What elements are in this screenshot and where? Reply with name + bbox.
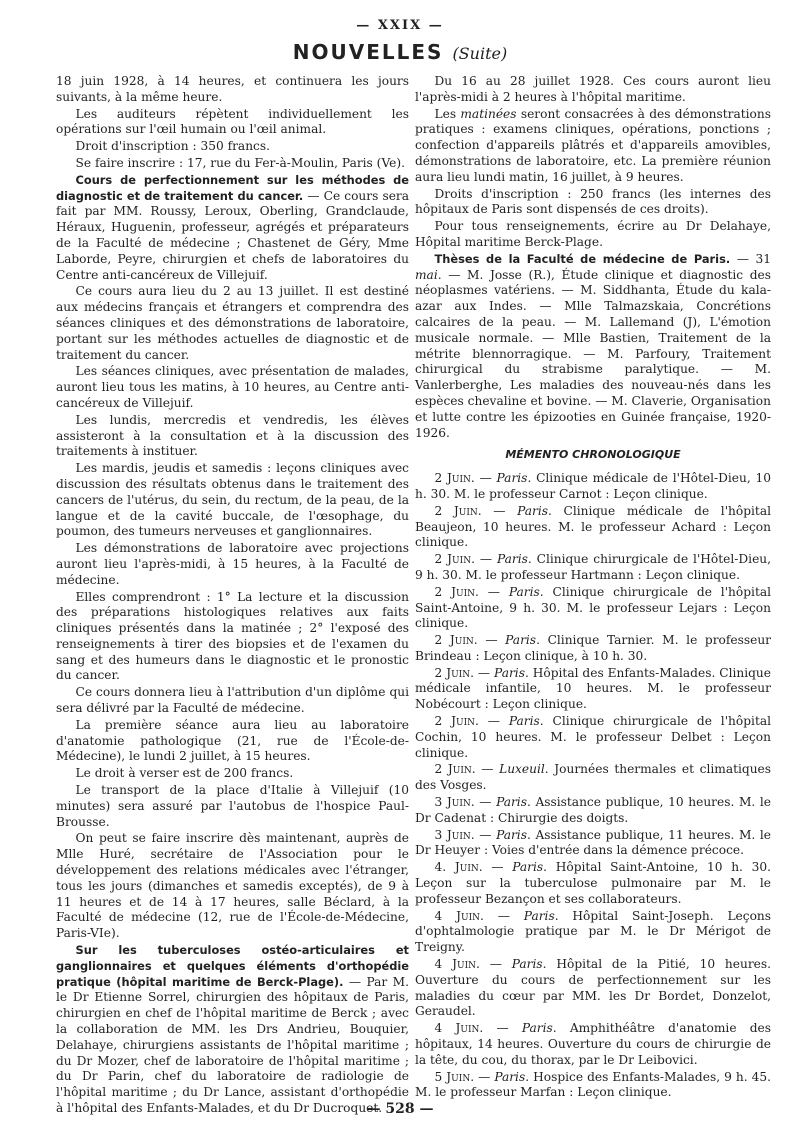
memento-place: Paris bbox=[512, 860, 544, 875]
memento-entry bbox=[415, 471, 771, 503]
heading-tuberculosis-course: Sur les tuberculoses ostéo-articulaires et ganglionnaires et quelques éléments d'orthopédie pratique (hôpital maritime de Berck-Plage). bbox=[56, 943, 409, 989]
memento-text: . Clinique Tarnier. M. le professeur Brindeau : Leçon clinique, à 10 h. 30. bbox=[415, 633, 771, 663]
memento-text: . Hôpital Saint-Antoine, 10 h. 30. Leçon sur la tuberculose pulmonaire par M. le professeur Bezançon et ses collaborateurs. bbox=[415, 860, 772, 906]
memento-place: Paris bbox=[494, 1069, 526, 1084]
paragraph: Ce cours aura lieu du 2 au 13 juillet. Il est destiné aux médecins français et étrangers et comprendra des séances cliniques et des démonstrations de laboratoire, portant sur les méthodes actuelles de diagnostic et de traitement du cancer. bbox=[56, 284, 409, 362]
paragraph: La première séance aura lieu au laboratoire d'anatomie pathologique (21, rue de l'École-de-Médecine), le lundi 2 juillet, à 15 heures. bbox=[56, 717, 409, 764]
paragraph-course-cancer bbox=[56, 173, 409, 284]
memento-text: . Hôpital de la Pitié, 10 heures. Ouverture du cours de perfectionnement sur les maladies du cœur par MM. les Dr Bordet, Donzelot, Geraudel. bbox=[415, 957, 772, 1019]
memento-text: . Hospice des Enfants-Malades, 9 h. 45. M. le professeur Marfan : Leçon clinique. bbox=[415, 1069, 772, 1100]
memento-place: Paris bbox=[511, 957, 543, 972]
memento-entry bbox=[415, 860, 771, 907]
memento-place: Paris bbox=[505, 633, 537, 648]
memento-place: Paris bbox=[496, 471, 528, 486]
memento-dash: — bbox=[474, 827, 497, 842]
paragraph: Le droit à verser est de 200 francs. bbox=[75, 766, 294, 781]
memento-entry bbox=[415, 1021, 771, 1068]
memento-dash: — bbox=[478, 584, 509, 599]
paragraph: Droits d'inscription : 250 francs (les internes des hôpitaux de Paris sont dispensés de ces droits). bbox=[415, 186, 771, 217]
paragraph-theses bbox=[415, 252, 771, 442]
paragraph bbox=[415, 107, 771, 186]
memento-entry bbox=[415, 666, 771, 713]
paragraph: Les séances cliniques, avec présentation de malades, auront lieu tous les matins, à 10 heures, au Centre anti-cancéreux de Villejuif. bbox=[56, 364, 409, 410]
memento-date: 4. Juin. bbox=[434, 860, 483, 875]
paragraph: Les lundis, mercredis et vendredis, les élèves assisteront à la consultation et à la discussion des traitements à instituer. bbox=[56, 412, 409, 459]
memento-text: . Assistance publique, 10 heures. M. le Dr Cadenat : Chirurgie des doigts. bbox=[415, 795, 772, 825]
memento-date: 2 Juin. bbox=[434, 762, 476, 777]
memento-text: . Clinique médicale de l'hôpital Beaujeon, 10 heures. M. le professeur Achard : Leçon clinique. bbox=[415, 503, 771, 550]
memento-dash: — bbox=[479, 957, 512, 972]
memento-entry bbox=[415, 714, 771, 761]
memento-date: 2 Juin. bbox=[434, 552, 475, 567]
paragraph: Du 16 au 28 juillet 1928. Ces cours auront lieu l'après-midi à 2 heures à l'hôpital maritime. bbox=[415, 74, 771, 104]
memento-place: Paris bbox=[521, 1021, 553, 1036]
memento-date: 2 Juin. bbox=[434, 503, 482, 518]
memento-text: . Amphithéâtre d'anatomie des hôpitaux, 14 heures. Ouverture du cours de chirurgie de la tête, du cou, du thorax, par le Dr Leibovici. bbox=[415, 1021, 771, 1067]
memento-place: Paris bbox=[496, 827, 527, 842]
paragraph-text: . — M. Josse (R.), Étude clinique et diagnostic des néoplasmes vatériens. — M. Siddhanta, Étude du kala-azar aux Indes. — Mlle Talmazskaia, Concrétions calcaires de la peau. — M. Lallemand (J), L'émotion musicale normale. — Mlle Bastien, Traitement de la métrite blennorragique. — M. Parfoury, Traitement chirurgical du strabisme paralytique. — M. Vanlerberghe, Les maladies des nouveau-nés dans les espèces chevaline et bovine. — M. Claverie, Organisation et lutte contre les épizooties en Guinée française, 1920-1926. bbox=[415, 267, 771, 440]
memento-text: . Clinique chirurgicale de l'hôpital Saint-Antoine, 9 h. 30. M. le professeur Lejars : Leçon clinique. bbox=[415, 584, 772, 631]
memento-entry bbox=[415, 762, 771, 794]
paragraph-text: seront consacrées à des démonstrations pratiques : examens cliniques, opérations, ponctions ; confection d'appareils plâtrés et d'appareils amovibles, démonstrations de laboratoire, etc. La première réunion aura lieu lundi matin, 16 juillet, à 9 heures. bbox=[415, 106, 771, 184]
memento-date: 4 Juin. bbox=[434, 957, 480, 972]
memento-dash: — bbox=[474, 552, 497, 567]
heading-cancer-course: Cours de perfectionnement sur les méthodes de diagnostic et de traitement du cancer. bbox=[56, 172, 409, 203]
memento-dash: — bbox=[475, 762, 500, 777]
memento-place: Paris bbox=[508, 714, 540, 729]
paragraph-text: Les bbox=[434, 106, 461, 121]
memento-text: . Journées thermales et climatiques des Vosges. bbox=[415, 762, 772, 793]
memento-date: 3 Juin. bbox=[434, 827, 475, 842]
left-column bbox=[56, 74, 409, 1118]
paragraph: Droit d'inscription : 350 francs. bbox=[75, 139, 271, 154]
memento-text: . Clinique médicale de l'Hôtel-Dieu, 10 h. 30. M. le professeur Carnot : Leçon clinique. bbox=[415, 471, 771, 501]
paragraph: Pour tous renseignements, écrire au Dr Delahaye, Hôpital maritime Berck-Plage. bbox=[415, 219, 771, 249]
page-number: — 528 — bbox=[366, 1101, 434, 1117]
paragraph: Les mardis, jeudis et samedis : leçons cliniques avec discussion des résultats obtenus dans le traitement des cancers de l'utérus, du sein, du rectum, de la peau, de la langue et de la cavité buccale, de l'œsophage, du poumon, des tumeurs nerveuses et ganglionnaires. bbox=[56, 461, 409, 539]
paragraph: Elles comprendront : 1° La lecture et la discussion des préparations histologiques relatives aux faits cliniques présentés dans la matinée ; 2° l'exposé des renseignements à tirer des biopsies et de l'examen du sang et des humeurs dans le diagnostic et le pronostic du cancer. bbox=[56, 589, 409, 683]
memento-date: 2 Juin. bbox=[434, 584, 479, 599]
paragraph: Le transport de la place d'Italie à Villejuif (10 minutes) sera assuré par l'autobus de l'hospice Paul-Brousse. bbox=[56, 783, 409, 829]
paragraph: Les démonstrations de laboratoire avec projections auront lieu l'après-midi, à 15 heures, à la Faculté de médecine. bbox=[56, 541, 409, 587]
memento-heading: MÉMENTO CHRONOLOGIQUE bbox=[505, 448, 681, 462]
memento-dash: — bbox=[474, 1069, 495, 1084]
paragraph: 18 juin 1928, à 14 heures, et continuera les jours suivants, à la même heure. bbox=[56, 74, 409, 104]
memento-date: 2 Juin. bbox=[434, 471, 475, 486]
memento-date: 5 Juin. bbox=[434, 1069, 475, 1084]
memento-dash: — bbox=[474, 471, 497, 486]
heading-theses: Thèses de la Faculté de médecine de Paris. bbox=[434, 251, 731, 266]
memento-text: . Clinique chirurgicale de l'hôpital Cochin, 10 heures. M. le professeur Delbet : Leçon clinique. bbox=[415, 714, 772, 760]
paragraph: On peut se faire inscrire dès maintenant, auprès de Mlle Huré, secrétaire de l'Association pour le développement des relations médicales avec l'étranger, tous les jours (dimanches et samedis exceptés), de 9 à 11 heures et de 14 à 17 heures, salle Béclard, à la Faculté de médecine (12, rue de l'École-de-Médecine, Paris-VIe). bbox=[56, 831, 409, 941]
paragraph-text: — Par M. le Dr Etienne Sorrel, chirurgien des hôpitaux de Paris, chirurgien en chef de l'hôpital maritime de Berck ; avec la collaboration de MM. les Drs Andrieu, Bouquier, Delahaye, chirurgiens assistants de l'hôpital maritime ; du Dr Mozer, chef de laboratoire de l'hôpital maritime ; du Dr Parin, chef du laboratoire de radiologie de l'hôpital maritime ; du Dr Lance, assistant d'orthopédie à l'hôpital des Enfants-Malades, et du Dr Ducroquet. bbox=[56, 974, 409, 1115]
section-title-text: NOUVELLES bbox=[292, 40, 444, 64]
memento-entry bbox=[415, 1070, 771, 1102]
paragraph: Les auditeurs répètent individuellement les opérations sur l'œil humain ou l'œil animal. bbox=[56, 106, 409, 137]
memento-date: 2 Juin. bbox=[434, 633, 478, 648]
memento-entry bbox=[415, 552, 771, 584]
memento-place: Paris bbox=[523, 908, 555, 923]
memento-place: Paris bbox=[508, 584, 540, 599]
memento-dash: — bbox=[478, 714, 509, 729]
memento-date: 4 Juin. bbox=[434, 908, 484, 923]
page-roman-numeral: — XXIX — bbox=[356, 18, 444, 33]
memento-date: 2 Juin. bbox=[434, 665, 474, 680]
memento-text: . Clinique chirurgicale de l'Hôtel-Dieu, 9 h. 30. M. le professeur Hartmann : Leçon clinique. bbox=[415, 552, 772, 582]
memento-dash: — bbox=[482, 860, 513, 875]
memento-dash: — bbox=[483, 908, 524, 923]
memento-place: Luxeuil bbox=[499, 762, 545, 777]
memento-dash: — bbox=[473, 665, 495, 680]
memento-entry bbox=[415, 957, 771, 1020]
paragraph-text: — Ce cours sera fait par MM. Roussy, Leroux, Oberling, Grandclaude, Héraux, Huguenin, professeur, agrégés et préparateurs de la Faculté de médecine ; Chastenet de Géry, Mme Laborde, Peyre, chirurgien et chefs de laboratoires du Centre anti-cancéreux de Villejuif. bbox=[56, 188, 410, 282]
memento-place: Paris bbox=[496, 795, 527, 810]
emphasis: mai bbox=[415, 267, 438, 282]
emphasis: matinées bbox=[460, 106, 517, 121]
memento-text: . Hôpital Saint-Joseph. Leçons d'ophtalmologie pratique par M. le Dr Mérigot de Treigny. bbox=[415, 908, 772, 955]
memento-dash: — bbox=[483, 1021, 522, 1036]
memento-text: . Assistance publique, 11 heures. M. le Dr Heuyer : Voies d'entrée dans la démence précoce. bbox=[415, 827, 772, 858]
memento-entry bbox=[415, 585, 771, 632]
memento-entry bbox=[415, 828, 771, 860]
paragraph-tuberculosis-course bbox=[56, 943, 409, 1117]
memento-entry bbox=[415, 795, 771, 827]
section-title-suffix: (Suite) bbox=[452, 44, 508, 63]
memento-place: Paris bbox=[496, 552, 528, 567]
memento-dash: — bbox=[477, 633, 506, 648]
memento-date: 4 Juin. bbox=[434, 1021, 484, 1036]
right-column bbox=[415, 74, 771, 1102]
section-title bbox=[0, 40, 800, 64]
memento-date: 2 Juin. bbox=[434, 714, 479, 729]
paragraph: Ce cours donnera lieu à l'attribution d'un diplôme qui sera délivré par la Faculté de médecine. bbox=[56, 685, 409, 716]
paragraph: Se faire inscrire : 17, rue du Fer-à-Moulin, Paris (Ve). bbox=[75, 155, 405, 170]
memento-text: . Hôpital des Enfants-Malades. Clinique médicale infantile, 10 heures. M. le professeur Nobécourt : Leçon clinique. bbox=[415, 665, 771, 712]
memento-entry bbox=[415, 633, 771, 665]
memento-dash: — bbox=[474, 795, 497, 810]
memento-entry bbox=[415, 504, 771, 551]
memento-dash: — bbox=[481, 503, 518, 518]
paragraph-text: — 31 bbox=[730, 251, 772, 266]
memento-place: Paris bbox=[517, 503, 549, 518]
memento-date: 3 Juin. bbox=[434, 795, 475, 810]
memento-entry bbox=[415, 909, 771, 956]
memento-list bbox=[415, 471, 771, 1101]
memento-place: Paris bbox=[494, 665, 525, 680]
